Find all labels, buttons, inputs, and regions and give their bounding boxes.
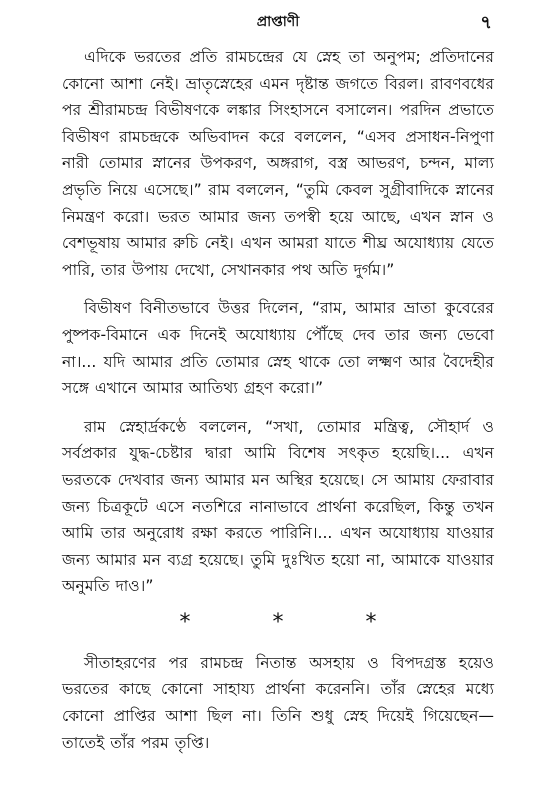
paragraph-4: সীতাহরণের পর রামচন্দ্র নিতান্ত অসহায় ও বিপদগ্রস্ত হয়েও ভরতের কাছে কোনো সাহায্য প্রার্থনা করেননি। তাঁর স্নেহের মধ্যে কোনো প্রাপ্তির আশা ছিল না। তিনি শুধু স্নেহ দিয়েই গিয়েছেন—তাতেই তাঁর পরম তৃপ্তি। — [62, 653, 494, 752]
page-body — [62, 44, 494, 756]
divider-asterisk: * — [272, 609, 284, 635]
paragraph-3: রাম স্নেহার্দ্রকণ্ঠে বললেন, “সখা, তোমার মন্ত্রিত্ব, সৌহার্দ ও সর্বপ্রকার যুদ্ধ-চেষ্টার দ্বারা আমি বিশেষ সৎকৃত হয়েছি।... এখন ভরতকে দেখবার জন্য আমার মন অস্থির হয়েছে। সে আমায় ফেরাবার জন্য চিত্রকূটে এসে নতশিরে নানাভাবে প্রার্থনা করেছিল, কিন্তু তখন আমি তার অনুরোধ রক্ষা করতে পারিনি।... এখন অযোধ্যায় যাওয়ার জন্য আমার মন ব্যগ্র হয়েছে। তুমি দুঃখিত হয়ো না, আমাকে যাওয়ার অনুমতি দাও।” — [62, 417, 494, 596]
paragraph-2: বিভীষণ বিনীতভাবে উত্তর দিলেন, “রাম, আমার ভ্রাতা কুবেরের পুষ্পক-বিমানে এক দিনেই অযোধ্যায় পৌঁছে দেব তার জন্য ভেবো না।... যদি আমার প্রতি তোমার স্নেহ থাকে তো লক্ষ্মণ আর বৈদেহীর সঙ্গে এখানে আমার আতিথ্য গ্রহণ করো।” — [62, 299, 494, 398]
page-number: ৭ — [480, 12, 492, 33]
divider-asterisk: * — [365, 609, 377, 635]
running-title: প্রাপ্তাণী — [256, 14, 300, 30]
divider-asterisk: * — [179, 609, 191, 635]
paragraph-1: এদিকে ভরতের প্রতি রামচন্দ্রের যে স্নেহ তা অনুপম; প্রতিদানের কোনো আশা নেই। ভ্রাতৃস্নেহের এমন দৃষ্টান্ত জগতে বিরল। রাবণবধের পর শ্রীরামচন্দ্র বিভীষণকে লঙ্কার সিংহাসনে বসালেন। পরদিন প্রভাতে বিভীষণ রামচন্দ্রকে অভিবাদন করে বললেন, “এসব প্রসাধন-নিপুণা নারী তোমার স্নানের উপকরণ, অঙ্গরাগ, বস্ত্র আভরণ, চন্দন, মাল্য প্রভৃতি নিয়ে এসেছে।” রাম বললেন, “তুমি কেবল সুগ্রীবাদিকে স্নানের নিমন্ত্রণ করো। ভরত আমার জন্য তপস্বী হয়ে আছে, এখন স্নান ও বেশভূষায় আমার রুচি নেই। এখন আমরা যাতে শীঘ্র অযোধ্যায় যেতে পারি, তার উপায় দেখো, সেখানকার পথ অতি দুর্গম।” — [62, 48, 494, 279]
section-divider — [62, 609, 494, 635]
page-header — [62, 8, 494, 36]
